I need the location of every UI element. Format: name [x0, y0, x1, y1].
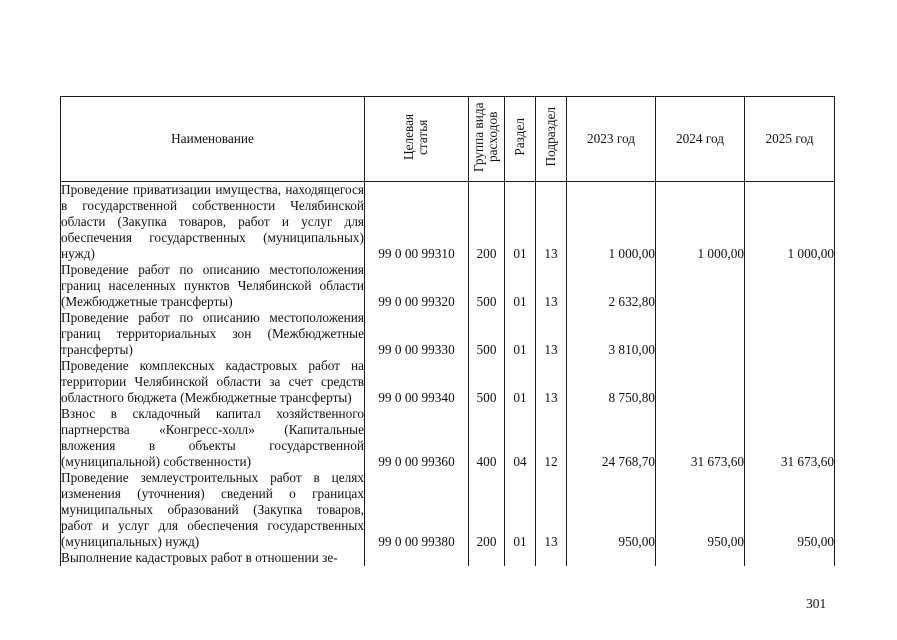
header-year-2025-label: 2025 год: [765, 131, 814, 146]
row-subsection: 13: [536, 358, 567, 406]
header-year-2025: [745, 97, 835, 182]
row-amount-2023: 8 750,80: [567, 358, 656, 406]
row-amount-2024: 31 673,60: [656, 406, 745, 470]
row-subsection: [536, 550, 567, 566]
row-amount-2023: 3 810,00: [567, 310, 656, 358]
row-amount-2024: [656, 262, 745, 310]
row-target-article: [365, 550, 469, 566]
row-expense-group: 200: [469, 182, 505, 263]
page-number: 301: [806, 596, 827, 611]
row-amount-2024: [656, 310, 745, 358]
table-row: [61, 262, 835, 310]
table-row: [61, 550, 835, 566]
row-amount-2023: [567, 550, 656, 566]
header-expense-group: [469, 97, 505, 182]
row-section: [505, 550, 536, 566]
header-subsection-label: Подраздел: [543, 107, 558, 167]
row-target-article: 99 0 00 99360: [365, 406, 469, 470]
header-subsection: [536, 97, 567, 182]
header-year-2024: [656, 97, 745, 182]
row-amount-2024: 1 000,00: [656, 182, 745, 263]
row-expense-group: 500: [469, 310, 505, 358]
row-subsection: 13: [536, 310, 567, 358]
table-row: [61, 182, 835, 263]
row-expense-group: 500: [469, 358, 505, 406]
row-expense-group: 400: [469, 406, 505, 470]
header-section-label: Раздел: [512, 118, 527, 156]
row-section: 01: [505, 310, 536, 358]
row-expense-group: 200: [469, 470, 505, 550]
row-name: Проведение землеустроительных работ в целях изменения (уточнения) сведений о границах муниципальных образований (Закупка товаров, работ и услуг для обеспечения государственных (муниципальных) нужд): [61, 470, 364, 549]
row-amount-2025: [745, 310, 835, 358]
row-amount-2025: [745, 550, 835, 566]
row-amount-2025: [745, 262, 835, 310]
table-row: [61, 470, 835, 550]
row-amount-2024: [656, 358, 745, 406]
header-target-article-label: Целевая статья: [400, 113, 430, 161]
table-row: [61, 310, 835, 358]
table-row: [61, 358, 835, 406]
row-section: 01: [505, 470, 536, 550]
row-subsection: 13: [536, 470, 567, 550]
row-amount-2023: 950,00: [567, 470, 656, 550]
row-name: Выполнение кадастровых работ в отношении зе-: [61, 550, 365, 566]
row-name: Проведение работ по описанию местоположения границ населенных пунктов Челябинской области (Межбюджетные трансферты): [61, 262, 364, 309]
budget-table: [60, 96, 835, 566]
row-amount-2023: 24 768,70: [567, 406, 656, 470]
row-amount-2025: 950,00: [745, 470, 835, 550]
row-section: 01: [505, 358, 536, 406]
row-section: 01: [505, 182, 536, 263]
row-expense-group: [469, 550, 505, 566]
header-year-2023: [567, 97, 656, 182]
header-year-2023-label: 2023 год: [586, 131, 636, 146]
row-name: Проведение работ по описанию местоположения границ территориальных зон (Межбюджетные трансферты): [61, 310, 364, 357]
header-name: [61, 97, 365, 182]
row-amount-2025: 31 673,60: [745, 406, 835, 470]
row-section: 04: [505, 406, 536, 470]
row-expense-group: 500: [469, 262, 505, 310]
row-subsection: 13: [536, 182, 567, 263]
row-amount-2023: 2 632,80: [567, 262, 656, 310]
row-amount-2024: 950,00: [656, 470, 745, 550]
row-target-article: 99 0 00 99330: [365, 310, 469, 358]
row-target-article: 99 0 00 99310: [365, 182, 469, 263]
header-expense-group-label: Группа вида расходов: [470, 102, 500, 172]
header-target-article: [365, 97, 469, 182]
header-section: [505, 97, 536, 182]
row-amount-2025: 1 000,00: [745, 182, 835, 263]
row-subsection: 13: [536, 262, 567, 310]
row-target-article: 99 0 00 99320: [365, 262, 469, 310]
row-amount-2023: 1 000,00: [567, 182, 656, 263]
row-subsection: 12: [536, 406, 567, 470]
row-target-article: 99 0 00 99340: [365, 358, 469, 406]
row-section: 01: [505, 262, 536, 310]
row-name: Взнос в складочный капитал хозяйственного партнерства «Конгресс-холл» (Капитальные вложения в объекты государственной (муниципальной) собственности): [61, 406, 364, 469]
table-row: [61, 406, 835, 470]
row-amount-2024: [656, 550, 745, 566]
header-name-label: Наименование: [171, 131, 254, 146]
table-header-row: [61, 97, 835, 182]
row-name: Проведение комплексных кадастровых работ на территории Челябинской области за счет средств областного бюджета (Межбюджетные трансферты): [61, 358, 364, 405]
row-target-article: 99 0 00 99380: [365, 470, 469, 550]
row-name: Проведение приватизации имущества, находящегося в государственной собственности Челябинской области (Закупка товаров, работ и услуг для обеспечения государственных (муниципальных) нужд): [61, 182, 364, 261]
row-amount-2025: [745, 358, 835, 406]
header-year-2024-label: 2024 год: [675, 131, 725, 146]
